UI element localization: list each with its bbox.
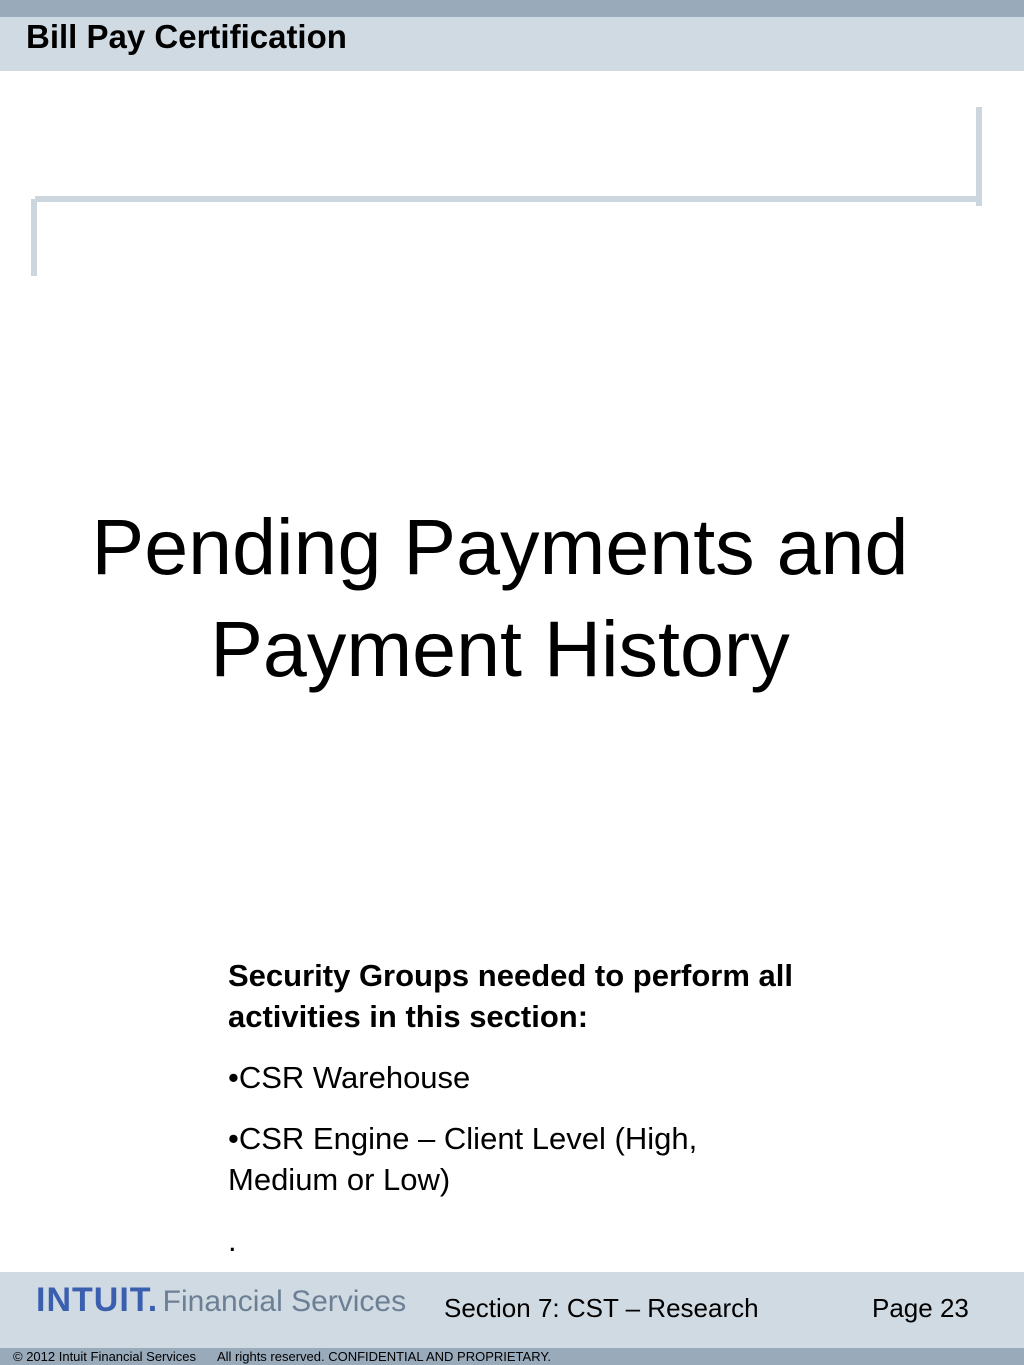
security-heading: Security Groups needed to perform all activities in this section: [228,958,794,1034]
logo-subtitle: Financial Services [162,1285,407,1318]
intuit-logo [36,1283,406,1317]
footer-page-number: Page 23 [872,1293,969,1323]
security-item-engine: •CSR Engine – Client Level (High, Medium or Low) [228,1121,698,1197]
frame-left-line [31,199,37,276]
logo-brand: INTUIT. [36,1281,159,1319]
main-title: Pending Payments and Payment History [91,502,909,693]
footer-section-label: Section 7: CST – Research [444,1293,759,1323]
header-title: Bill Pay Certification [26,18,347,55]
frame-right-line [976,107,982,206]
security-groups-block [228,955,828,1261]
security-item-warehouse: •CSR Warehouse [228,1060,471,1095]
copyright-text: © 2012 Intuit Financial Services All rights reserved. CONFIDENTIAL AND PROPRIETARY. [13,1349,551,1364]
top-strip [0,0,1024,17]
security-trailing-dot: . [228,1223,237,1258]
frame-horizontal-line [35,196,982,202]
